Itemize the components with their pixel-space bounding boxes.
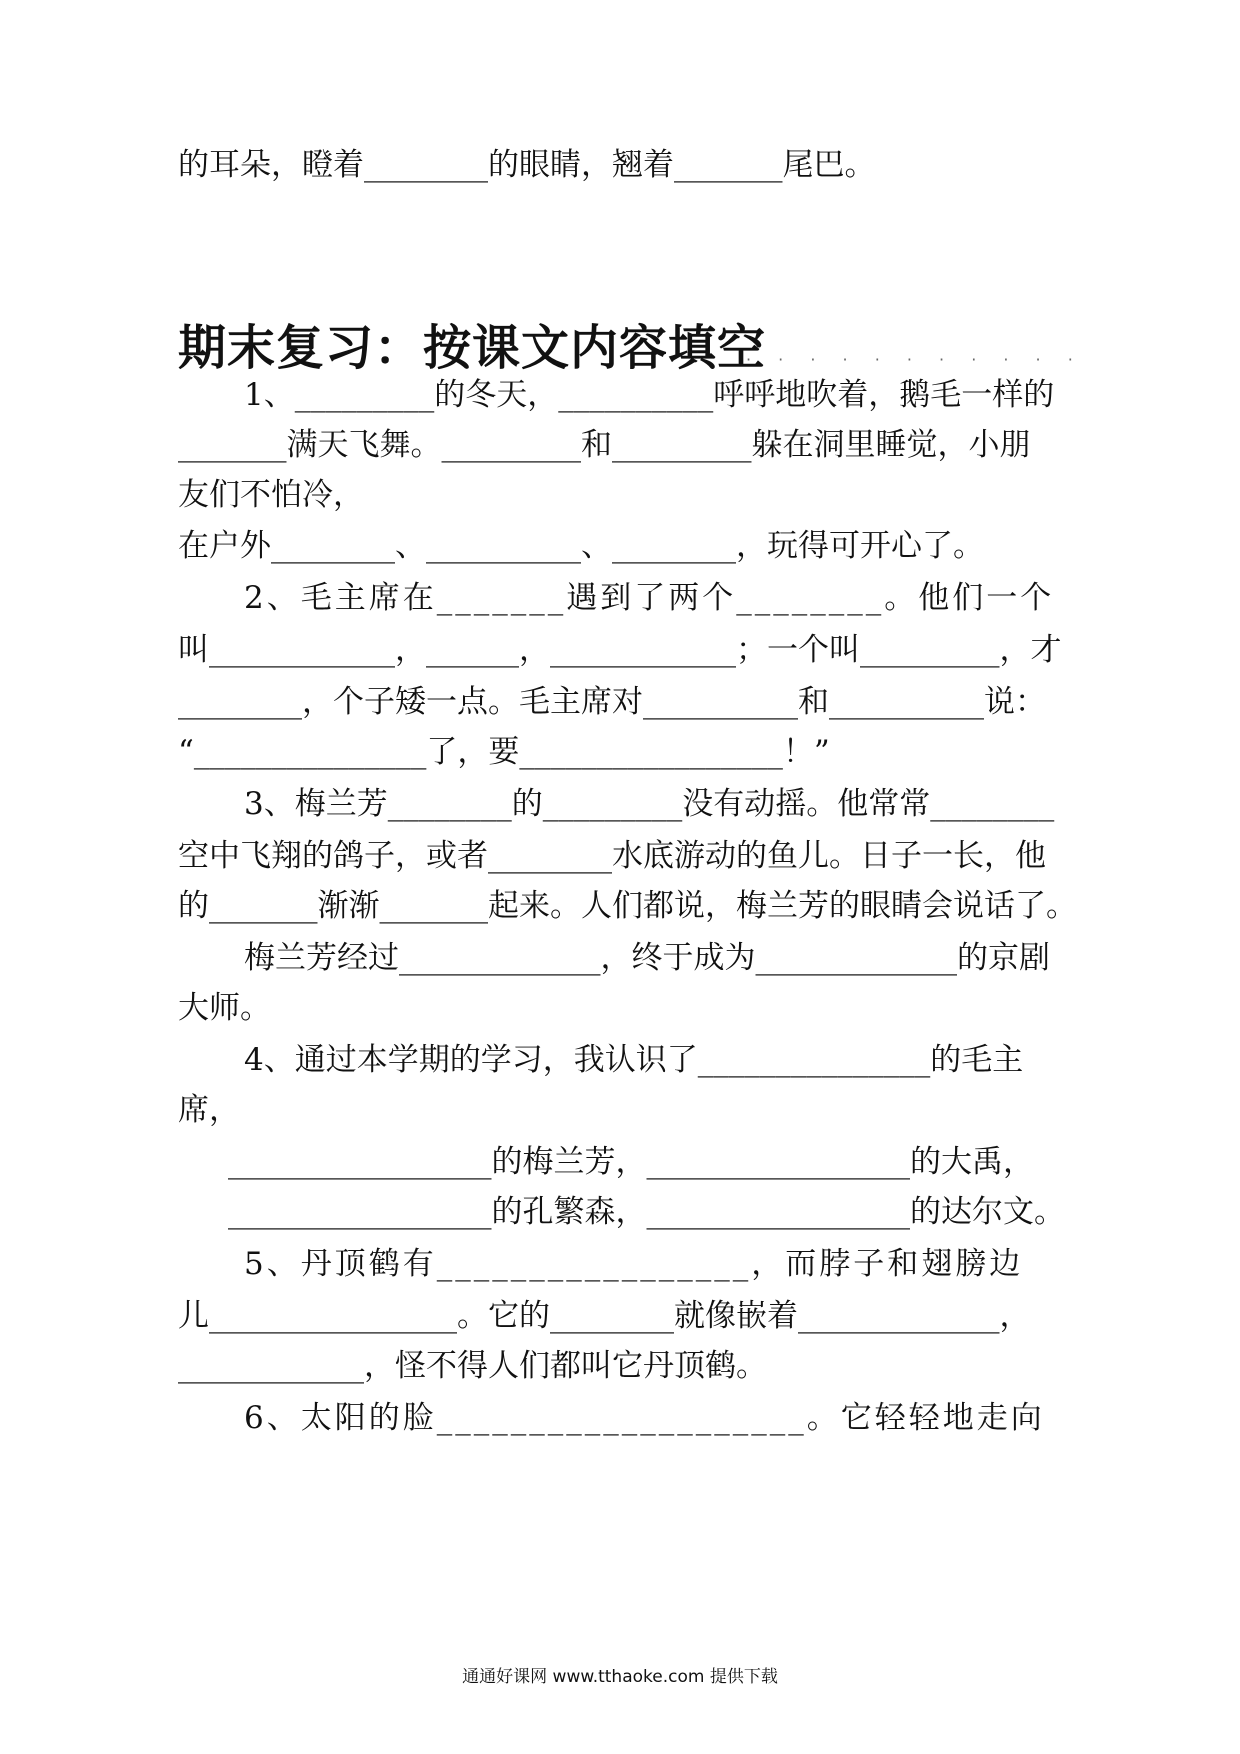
text-line: 的耳朵，瞪着________的眼睛，翘着_______尾巴。	[178, 147, 876, 183]
text-line: ________，个子矮一点。毛主席对__________和__________说：	[178, 684, 1046, 720]
section-title: 期末复习：按课文内容填空	[178, 320, 767, 376]
text-line: 大师。	[178, 990, 271, 1026]
text-line: ____________，怪不得人们都叫它丹顶鹤。	[178, 1348, 767, 1384]
text-line: 4、通过本学期的学习，我认识了_______________的毛主	[244, 1042, 1024, 1078]
text-line: 1、_________的冬天，__________呼呼地吹着，鹅毛一样的	[244, 377, 1055, 413]
text-line: _________________的梅兰芳，_________________的大禹，	[228, 1144, 1034, 1180]
text-line: 友们不怕冷，	[178, 477, 364, 513]
text-line: _________________的孔繁森，_________________的达尔文。	[228, 1194, 1065, 1230]
text-line: 5、丹顶鹤有_________________，而脖子和翅膀边	[244, 1246, 1024, 1282]
text-line: 2、毛主席在_______遇到了两个________。他们一个	[244, 580, 1055, 616]
title-dots: · · · · · · · · · · ·	[746, 350, 1084, 369]
text-line: 儿________________。它的________就像嵌着_____________，	[178, 1298, 1031, 1334]
text-line: 空中飞翔的鸽子，或者________水底游动的鱼儿。日子一长，他	[178, 838, 1046, 874]
text-line: 3、梅兰芳________的_________没有动摇。他常常________	[244, 786, 1055, 822]
text-line: 6、太阳的脸____________________。它轻轻地走向	[244, 1400, 1045, 1436]
text-line: 梅兰芳经过_____________，终于成为_____________的京剧	[244, 940, 1050, 976]
text-line: 席，	[178, 1092, 240, 1128]
page-footer: 通通好课网 www.tthaoke.com 提供下载	[462, 1667, 778, 1687]
text-line: “_______________了，要_________________！”	[178, 734, 830, 770]
text-line: _______满天飞舞。_________和_________躲在洞里睡觉，小朋	[178, 427, 1031, 463]
text-line: 的_______渐渐_______起来。人们都说，梅兰芳的眼睛会说话了。	[178, 888, 1077, 924]
text-line: 在户外________、__________、________，玩得可开心了。	[178, 528, 984, 564]
text-line: 叫____________，______，____________；一个叫_________，才	[178, 632, 1062, 668]
